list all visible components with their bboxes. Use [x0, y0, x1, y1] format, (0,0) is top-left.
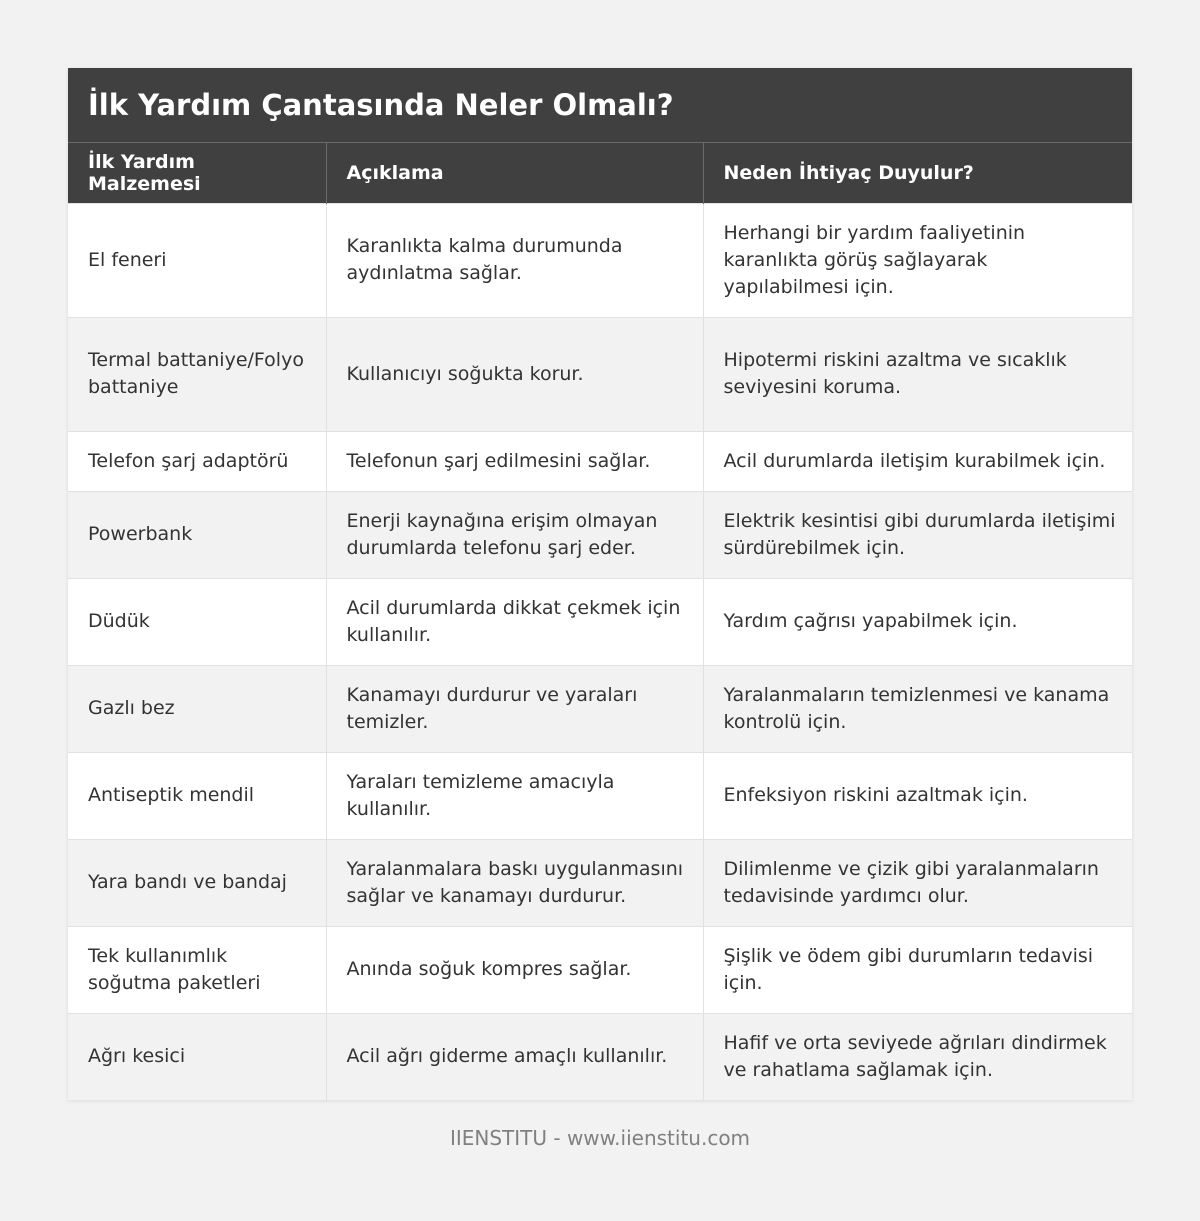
column-header-reason: Neden İhtiyaç Duyulur?	[703, 143, 1132, 203]
table-row	[68, 1013, 1132, 1100]
cell-description: Karanlıkta kalma durumunda aydınlatma sağlar.	[326, 203, 703, 317]
cell-description: Yaraları temizleme amacıyla kullanılır.	[326, 752, 703, 839]
cell-description: Acil durumlarda dikkat çekmek için kullanılır.	[326, 578, 703, 665]
table-row	[68, 431, 1132, 491]
cell-item: Düdük	[68, 578, 326, 665]
cell-reason: Enfeksiyon riskini azaltmak için.	[703, 752, 1132, 839]
cell-item: Gazlı bez	[68, 665, 326, 752]
cell-description: Enerji kaynağına erişim olmayan durumlarda telefonu şarj eder.	[326, 491, 703, 578]
cell-reason: Elektrik kesintisi gibi durumlarda iletişimi sürdürebilmek için.	[703, 491, 1132, 578]
cell-item: Tek kullanımlık soğutma paketleri	[68, 926, 326, 1013]
cell-description: Kanamayı durdurur ve yaraları temizler.	[326, 665, 703, 752]
cell-description: Acil ağrı giderme amaçlı kullanılır.	[326, 1013, 703, 1100]
first-aid-table	[68, 143, 1132, 1100]
column-header-description: Açıklama	[326, 143, 703, 203]
cell-description: Anında soğuk kompres sağlar.	[326, 926, 703, 1013]
cell-item: Yara bandı ve bandaj	[68, 839, 326, 926]
table-card	[68, 68, 1132, 1100]
table-row	[68, 578, 1132, 665]
cell-description: Yaralanmalara baskı uygulanmasını sağlar ve kanamayı durdurur.	[326, 839, 703, 926]
cell-description: Kullanıcıyı soğukta korur.	[326, 317, 703, 431]
table-row	[68, 926, 1132, 1013]
table-header-row	[68, 143, 1132, 203]
cell-item: Ağrı kesici	[68, 1013, 326, 1100]
cell-description: Telefonun şarj edilmesini sağlar.	[326, 431, 703, 491]
cell-item: Telefon şarj adaptörü	[68, 431, 326, 491]
table-row	[68, 752, 1132, 839]
cell-reason: Şişlik ve ödem gibi durumların tedavisi için.	[703, 926, 1132, 1013]
cell-item: Antiseptik mendil	[68, 752, 326, 839]
cell-reason: Hafif ve orta seviyede ağrıları dindirmek ve rahatlama sağlamak için.	[703, 1013, 1132, 1100]
table-row	[68, 491, 1132, 578]
cell-reason: Dilimlenme ve çizik gibi yaralanmaların tedavisinde yardımcı olur.	[703, 839, 1132, 926]
cell-reason: Yardım çağrısı yapabilmek için.	[703, 578, 1132, 665]
table-row	[68, 665, 1132, 752]
cell-reason: Hipotermi riskini azaltma ve sıcaklık seviyesini koruma.	[703, 317, 1132, 431]
table-row	[68, 839, 1132, 926]
cell-reason: Yaralanmaların temizlenmesi ve kanama kontrolü için.	[703, 665, 1132, 752]
cell-item: Termal battaniye/Folyo battaniye	[68, 317, 326, 431]
column-header-item: İlk Yardım Malzemesi	[68, 143, 326, 203]
cell-reason: Acil durumlarda iletişim kurabilmek için.	[703, 431, 1132, 491]
table-row	[68, 317, 1132, 431]
footer-credit: IIENSTITU - www.iienstitu.com	[449, 1126, 751, 1150]
table-title: İlk Yardım Çantasında Neler Olmalı?	[68, 68, 1132, 143]
cell-item: Powerbank	[68, 491, 326, 578]
cell-reason: Herhangi bir yardım faaliyetinin karanlıkta görüş sağlayarak yapılabilmesi için.	[703, 203, 1132, 317]
table-row	[68, 203, 1132, 317]
cell-item: El feneri	[68, 203, 326, 317]
